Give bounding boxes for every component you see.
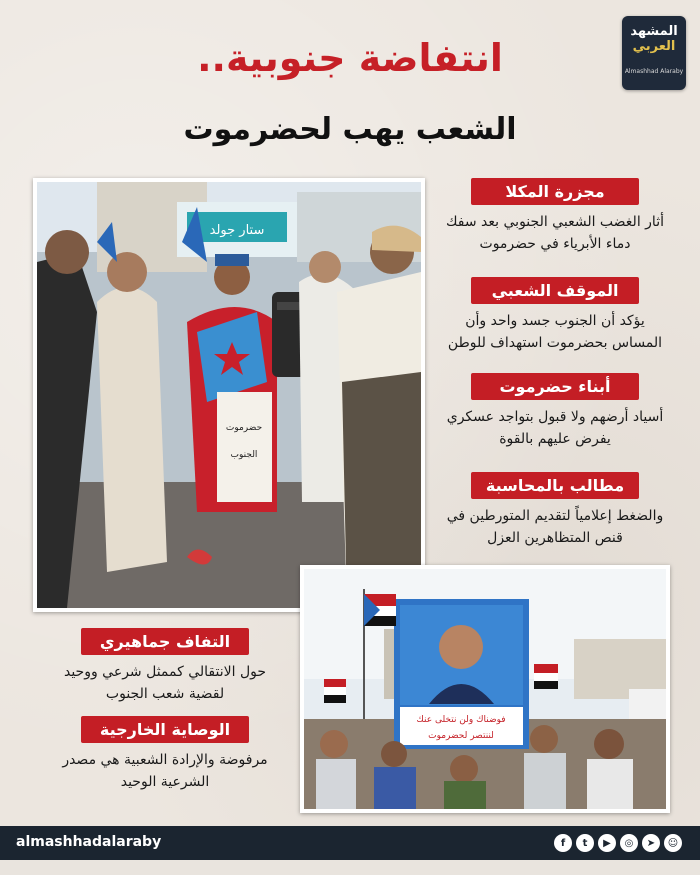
instagram-icon[interactable]: ◎ — [620, 834, 638, 852]
footer-bar — [0, 826, 700, 860]
telegram-icon[interactable]: ➤ — [642, 834, 660, 852]
section-text: أسياد أرضهم ولا قبول بتواجد عسكري يفرض عليهم بالقوة — [446, 409, 664, 447]
bottom-band — [0, 860, 700, 875]
banner-text-2: لننتصر لحضرموت — [428, 731, 494, 741]
logo-line1: المشهد — [630, 24, 678, 39]
section-text: يؤكد أن الجنوب جسد واحد وأن المساس بحضرموت استهداف للوطن — [447, 313, 663, 351]
banner-text-1: فوضناك ولن نتخلى عنك — [416, 715, 506, 725]
flag-text-1: حضرموت — [225, 423, 263, 433]
section-text: أثار الغضب الشعبي الجنوبي بعد سفك دماء الأبرياء في حضرموت — [446, 214, 664, 252]
social-icons — [554, 834, 682, 852]
photo-protest-banner — [300, 565, 670, 813]
brand-logo[interactable] — [622, 16, 686, 90]
section-title: الموقف الشعبي — [471, 277, 639, 304]
section-foreign-tutelage — [60, 716, 270, 793]
section-title: الوصاية الخارجية — [81, 716, 249, 743]
section-accountability — [440, 472, 670, 549]
twitter-icon[interactable]: t — [576, 834, 594, 852]
protest-banner-illustration — [304, 569, 666, 809]
section-mass-rally — [60, 628, 270, 705]
section-title: مطالب بالمحاسبة — [471, 472, 639, 499]
page-title: انتفاضة جنوبية.. — [197, 36, 503, 80]
youtube-icon[interactable]: ▶ — [598, 834, 616, 852]
facebook-icon[interactable]: f — [554, 834, 572, 852]
shop-sign: ستار جولد — [209, 223, 265, 238]
footer-site[interactable]: almashhadalaraby — [16, 834, 162, 850]
logo-sub: Almashhad Alaraby — [624, 68, 684, 75]
flag-text-2: الجنوب — [230, 450, 258, 460]
section-title: التفاف جماهيري — [81, 628, 249, 655]
section-text: والضغط إعلامياً لتقديم المتورطين في قنص المتظاهرين العزل — [446, 508, 664, 546]
section-title: أبناء حضرموت — [471, 373, 639, 400]
section-hadramout-sons — [440, 373, 670, 450]
section-maqalla — [440, 178, 670, 255]
logo-line2: العربي — [632, 39, 676, 54]
section-popular-stance — [440, 277, 670, 354]
section-text: مرفوضة والإرادة الشعبية هي مصدر الشرعية الوحيد — [62, 752, 268, 790]
section-text: حول الانتقالي كممثل شرعي ووحيد لقضية شعب الجنوب — [63, 664, 267, 702]
snapchat-icon[interactable]: ☺ — [664, 834, 682, 852]
photo-protest-street — [33, 178, 425, 612]
section-title: مجزرة المكلا — [471, 178, 639, 205]
page-subtitle: الشعب يهب لحضرموت — [183, 112, 517, 147]
protest-street-illustration — [37, 182, 421, 608]
